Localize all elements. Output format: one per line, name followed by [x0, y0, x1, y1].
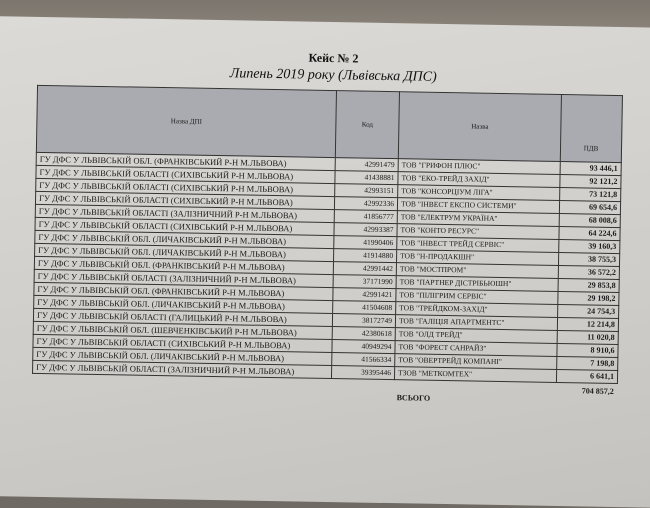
- company-name-cell: ТОВ "ПАРТНЕР ДІСТРІБЬЮШН": [396, 276, 558, 292]
- company-name-cell: ТОВ "ТРЕЙДКОМ-ЗАХІД": [396, 302, 558, 318]
- tax-office-cell: ГУ ДФС У ЛЬВІВСЬКІЙ ОБЛАСТІ (СИХІВСЬКИЙ Р-Н М.ЛЬВОВА): [35, 191, 334, 209]
- code-cell: 41856777: [334, 210, 397, 224]
- tax-office-cell: ГУ ДФС У ЛЬВІВСЬКІЙ ОБЛ. (ЛИЧАКІВСЬКИЙ Р-Н М.ЛЬВОВА): [35, 243, 334, 261]
- vat-table: [32, 85, 623, 384]
- vat-cell: 73 121,8: [560, 187, 621, 201]
- company-name-cell: ТОВ "ІНВЕСТ ЕКСПО СИСТЕМИ": [397, 198, 559, 214]
- code-cell: 39395446: [331, 366, 394, 380]
- vat-cell: 12 214,8: [557, 317, 618, 331]
- company-name-cell: ТОВ "ОВЕРТРЕЙД КОМПАНІ": [395, 354, 557, 370]
- header-code: Код: [335, 91, 399, 159]
- vat-cell: 64 224,6: [559, 226, 620, 240]
- company-name-cell: ТОВ "ФОРЕСТ САНРАЙЗ": [395, 341, 557, 357]
- code-cell: 41990406: [334, 236, 397, 250]
- code-cell: 42993151: [335, 184, 398, 198]
- code-cell: 42991421: [333, 288, 396, 302]
- vat-cell: 24 754,3: [558, 304, 619, 318]
- code-cell: 40949294: [332, 340, 395, 354]
- header-vat: ПДВ: [560, 95, 622, 163]
- tax-office-cell: ГУ ДФС У ЛЬВІВСЬКІЙ ОБЛ. (ШЕВЧЕНКІВСЬКИЙ Р-Н М.ЛЬВОВА): [33, 321, 332, 339]
- vat-cell: 29 853,8: [558, 278, 619, 292]
- vat-cell: 11 020,8: [557, 330, 618, 344]
- document-page: [0, 16, 650, 508]
- tax-office-cell: ГУ ДФС У ЛЬВІВСЬКІЙ ОБЛ. (ЛИЧАКІВСЬКИЙ Р-Н М.ЛЬВОВА): [34, 295, 333, 313]
- code-cell: 42992336: [334, 197, 397, 211]
- company-name-cell: ТОВ "ГРИФОН ПЛЮС": [398, 159, 560, 175]
- company-name-cell: ТОВ "ГАЛІЦІЯ АПАРТМЕНТС": [395, 315, 557, 331]
- company-name-cell: ТОВ "КОНСОРЦІУМ ЛІГА": [398, 185, 560, 201]
- tax-office-cell: ГУ ДФС У ЛЬВІВСЬКІЙ ОБЛАСТІ (СИХІВСЬКИЙ Р-Н М.ЛЬВОВА): [36, 178, 335, 196]
- company-name-cell: ТОВ "Н-ПРОДАКШН": [396, 250, 558, 266]
- tax-office-cell: ГУ ДФС У ЛЬВІВСЬКІЙ ОБЛАСТІ (СИХІВСЬКИЙ Р-Н М.ЛЬВОВА): [36, 165, 335, 183]
- tax-office-cell: ГУ ДФС У ЛЬВІВСЬКІЙ ОБЛ. (ЛИЧАКІВСЬКИЙ Р-Н М.ЛЬВОВА): [35, 230, 334, 248]
- vat-cell: 6 641,1: [556, 369, 617, 383]
- tax-office-cell: ГУ ДФС У ЛЬВІВСЬКІЙ ОБЛ. (ФРАНКІВСЬКИЙ Р-Н М.ЛЬВОВА): [34, 256, 333, 274]
- tax-office-cell: ГУ ДФС У ЛЬВІВСЬКІЙ ОБЛ. (ЛИЧАКІВСЬКИЙ Р-Н М.ЛЬВОВА): [33, 347, 332, 365]
- company-name-cell: ТОВ "ЕКО-ТРЕЙД ЗАХІД": [398, 172, 560, 188]
- company-name-cell: ТОВ "ОЛД ТРЕЙД": [395, 328, 557, 344]
- tax-office-cell: ГУ ДФС У ЛЬВІВСЬКІЙ ОБЛАСТІ (СИХІВСЬКИЙ Р-Н М.ЛЬВОВА): [35, 217, 334, 235]
- tax-office-cell: ГУ ДФС У ЛЬВІВСЬКІЙ ОБЛАСТІ (ГАЛИЦЬКИЙ Р-Н М.ЛЬВОВА): [33, 308, 332, 326]
- document-subtitle: Липень 2019 року (Львівська ДПС): [229, 66, 437, 85]
- vat-cell: 68 008,6: [559, 213, 620, 227]
- code-cell: 41504608: [333, 301, 396, 315]
- code-cell: 37171990: [333, 275, 396, 289]
- vat-cell: 36 572,2: [558, 265, 619, 279]
- header-dpi: Назва ДПІ: [36, 85, 336, 157]
- table-section: [31, 85, 622, 413]
- company-name-cell: ТОВ "ІНВЕСТ ТРЕЙД СЕРВІС": [397, 237, 559, 253]
- vat-cell: 38 755,3: [558, 252, 619, 266]
- vat-cell: 39 160,3: [559, 239, 620, 253]
- vat-cell: 8 910,6: [557, 343, 618, 357]
- code-cell: 42380618: [332, 327, 395, 341]
- company-name-cell: ТЗОВ "МЕТКОМТЕХ": [394, 367, 556, 383]
- table-header: [36, 85, 622, 162]
- document-title: Кейс № 2: [308, 50, 359, 66]
- company-name-cell: ТОВ "ПІЛІГРИМ СЕРВІС": [396, 289, 558, 305]
- vat-cell: 92 121,2: [560, 175, 621, 189]
- vat-cell: 93 446,1: [560, 162, 621, 176]
- code-cell: 42993387: [334, 223, 397, 237]
- tax-office-cell: ГУ ДФС У ЛЬВІВСЬКІЙ ОБЛАСТІ (ЗАЛІЗНИЧНИЙ Р-Н М.ЛЬВОВА): [33, 360, 332, 378]
- total-label: ВСЬОГО: [396, 393, 431, 403]
- code-cell: 42991442: [333, 262, 396, 276]
- tax-office-cell: ГУ ДФС У ЛЬВІВСЬКІЙ ОБЛ. (ФРАНКІВСЬКИЙ Р-Н М.ЛЬВОВА): [34, 282, 333, 300]
- code-cell: 41566334: [332, 353, 395, 367]
- vat-cell: 29 198,2: [558, 291, 619, 305]
- company-name-cell: ТОВ "КОНТО РЕСУРС": [397, 224, 559, 240]
- code-cell: 38172749: [332, 314, 395, 328]
- code-cell: 42991479: [335, 158, 398, 172]
- code-cell: 41914880: [334, 249, 397, 263]
- tax-office-cell: ГУ ДФС У ЛЬВІВСЬКІЙ ОБЛАСТІ (СИХІВСЬКИЙ Р-Н М.ЛЬВОВА): [33, 334, 332, 352]
- company-name-cell: ТОВ "МОСТПРОМ": [396, 263, 558, 279]
- tax-office-cell: ГУ ДФС У ЛЬВІВСЬКІЙ ОБЛ. (ФРАНКІВСЬКИЙ Р-Н М.ЛЬВОВА): [36, 152, 335, 170]
- total-value: 704 857,2: [581, 386, 614, 396]
- tax-office-cell: ГУ ДФС У ЛЬВІВСЬКІЙ ОБЛАСТІ (ЗАЛІЗНИЧНИЙ Р-Н М.ЛЬВОВА): [34, 269, 333, 287]
- vat-cell: 69 654,6: [559, 200, 620, 214]
- code-cell: 41438881: [335, 171, 398, 185]
- header-name: Назва: [398, 92, 561, 162]
- vat-cell: 7 198,8: [557, 356, 618, 370]
- tax-office-cell: ГУ ДФС У ЛЬВІВСЬКІЙ ОБЛАСТІ (ЗАЛІЗНИЧНИЙ Р-Н М.ЛЬВОВА): [35, 204, 334, 222]
- company-name-cell: ТОВ "ЕЛЕКТРУМ УКРАЇНА": [397, 211, 559, 227]
